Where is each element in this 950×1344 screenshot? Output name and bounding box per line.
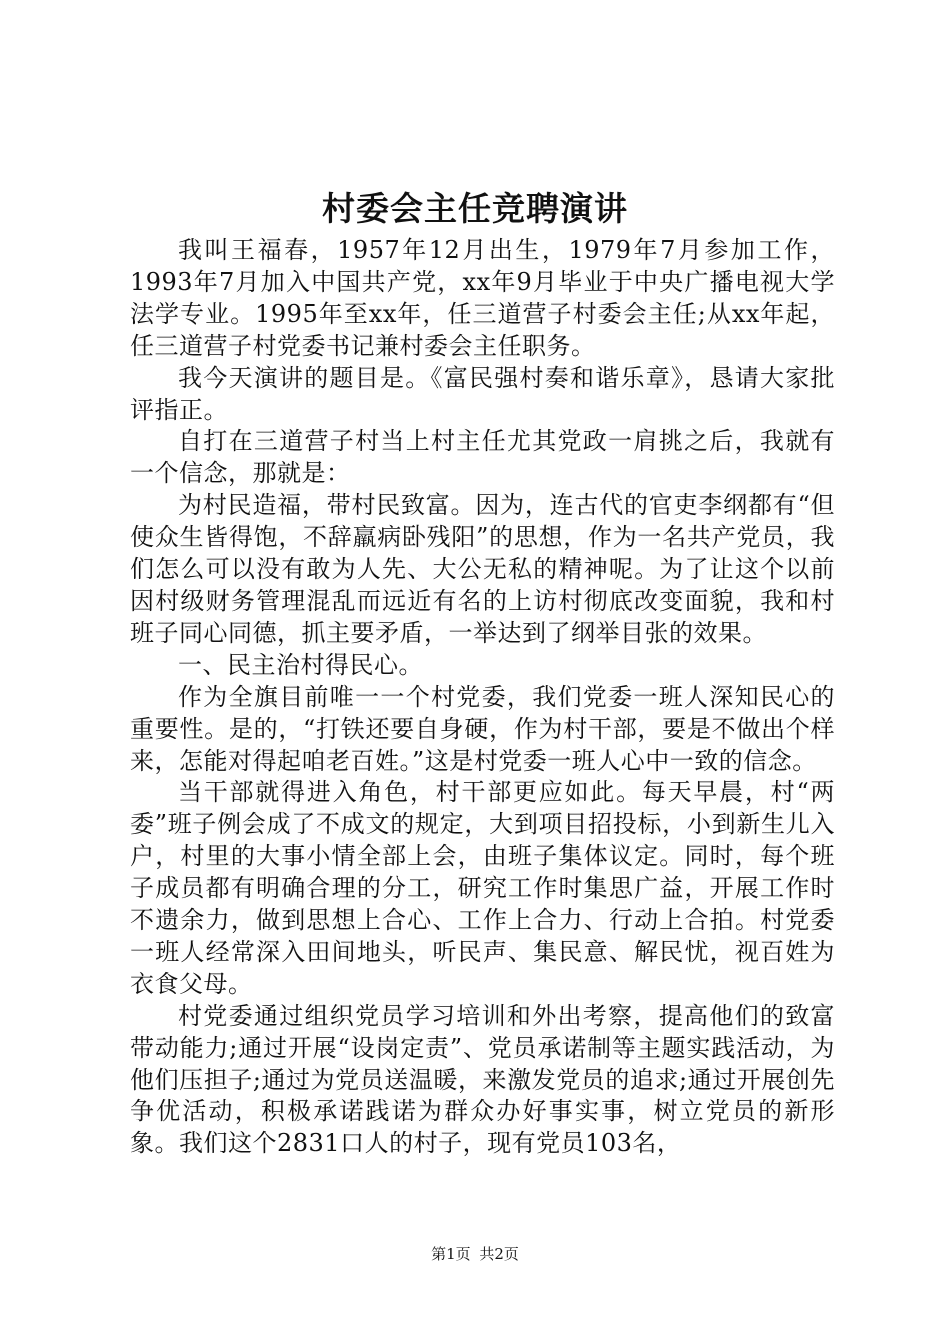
page-total: 共2页 — [479, 1245, 519, 1263]
document-body — [130, 235, 835, 1160]
section-heading-1: 一、民主治村得民心。 — [178, 650, 423, 679]
paragraph-cadre-work: 当干部就得进入角色，村干部更应如此。每天早晨，村“两委”班子例会成了不成文的规定，大到项目招投标，小到新生儿入户，村里的大事小情全部上会，由班子集体议定。同时，每个班子成员都有明确合理的分工，研究工作时集思广益，开展工作时不遗余力，做到思想上合心、工作上合力、行动上合拍。村党委一班人经常深入田间地头，听民声、集民意、解民忧，视百姓为衣食父母。 — [130, 778, 835, 998]
page-number: 第1页 — [431, 1245, 471, 1263]
paragraph-belief: 自打在三道营子村当上村主任尤其党政一肩挑之后，我就有一个信念，那就是： — [130, 427, 835, 488]
paragraph-topic: 我今天演讲的题目是。《富民强村奏和谐乐章》，恳请大家批评指正。 — [130, 363, 835, 424]
document-title: 村委会主任竞聘演讲 — [322, 189, 628, 228]
paragraph-goal: 为村民造福，带村民致富。因为，连古代的官吏李纲都有“但使众生皆得饱，不辞羸病卧残阳”的思想，作为一名共产党员，我们怎么可以没有敢为人先、大公无私的精神呢。为了让这个以前因村级财务管理混乱而远近有名的上访村彻底改变面貌，我和村班子同心同德，抓主要矛盾，一举达到了纲举目张的效果。 — [130, 491, 835, 647]
paragraph-party-training: 村党委通过组织党员学习培训和外出考察，提高他们的致富带动能力;通过开展“设岗定责”、党员承诺制等主题实践活动，为他们压担子;通过为党员送温暖，来激发党员的追求;通过开展创先争优活动，积极承诺践诺为群众办好事实事，树立党员的新形象。我们这个2831口人的村子，现有党员103名， — [130, 1001, 835, 1158]
page-footer — [0, 1242, 950, 1266]
paragraph-intro: 我叫王福春，1957年12月出生，1979年7月参加工作，1993年7月加入中国共产党，xx年9月毕业于中央广播电视大学法学专业。1995年至xx年，任三道营子村委会主任;从xx年起，任三道营子村党委书记兼村委会主任职务。 — [130, 236, 835, 360]
paragraph-party-committee: 作为全旗目前唯一一个村党委，我们党委一班人深知民心的重要性。是的，“打铁还要自身硬，作为村干部，要是不做出个样来，怎能对得起咱老百姓。”这是村党委一班人心中一致的信念。 — [130, 682, 835, 775]
